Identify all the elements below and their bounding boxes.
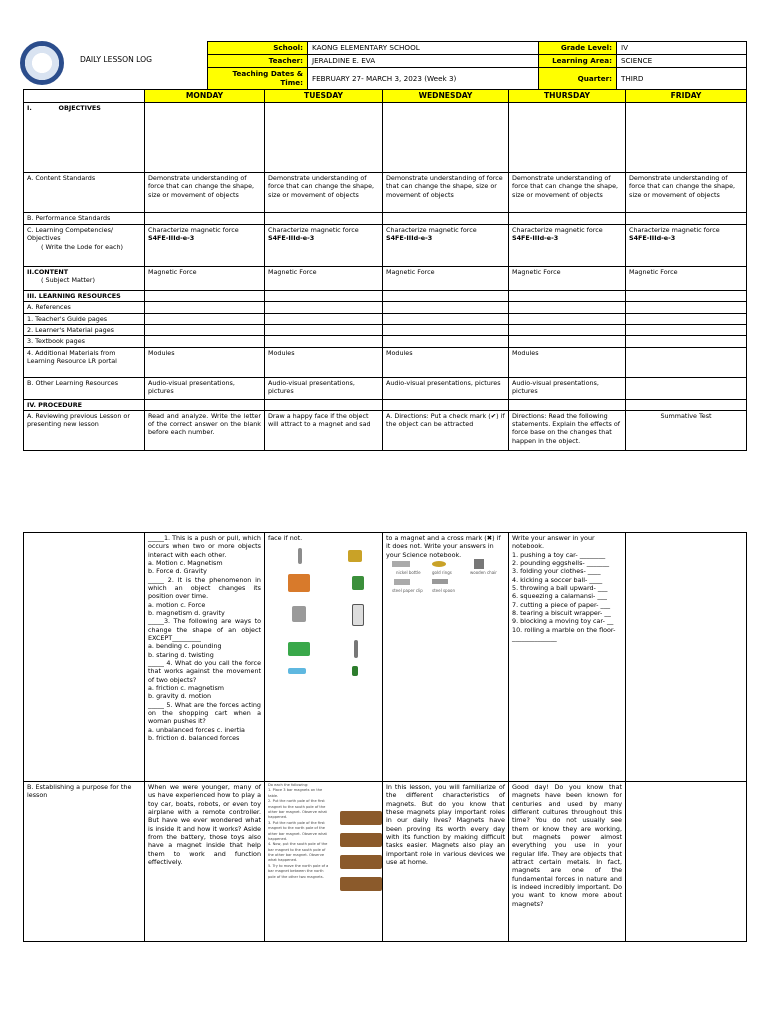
dates-label: Teaching Dates & Time: <box>208 68 308 90</box>
nail-icon <box>298 548 302 564</box>
content-row <box>24 266 747 290</box>
blank-cell <box>24 90 145 103</box>
ring-icon <box>432 561 446 567</box>
competencies-row <box>24 224 747 266</box>
school-label: School: <box>208 42 308 55</box>
performance-standards-row <box>24 212 747 224</box>
review-cont-thu: Write your answer in your notebook. 1. pushing a toy car- ________ 2. pounding eggshells- _______ 3. folding your clothes- ____ 4. kicking a soccer ball- ____ 5. throwing a ball upward- ___ 6. squeezing a calamansi- ___ 7. cutting a piece of paper- ___ 8. tearing a biscuit wrapper- __ 9. blocking a moving toy car- __ 10. rolling a marble on the floor- ______________ <box>509 533 626 782</box>
resources-label: III. LEARNING RESOURCES <box>24 290 145 301</box>
am-wed: Modules <box>383 347 509 377</box>
area-value: SCIENCE <box>617 55 747 68</box>
spoon-icon <box>432 579 448 584</box>
cs-fri: Demonstrate understanding of force that can change the shape, size or movement of objects <box>626 172 747 212</box>
purpose-tue <box>265 782 383 942</box>
comp-wed: Characterize magnetic force S4FE-IIId-e-3 <box>383 224 509 266</box>
other-mon: Audio-visual presentations, pictures <box>145 377 265 399</box>
am-thu: Modules <box>509 347 626 377</box>
comp-thu: Characterize magnetic force S4FE-IIId-e-3 <box>509 224 626 266</box>
subj-wed: Magnetic Force <box>383 266 509 290</box>
am-label: 4. Additional Materials from Learning Resource LR portal <box>24 347 145 377</box>
subj-mon: Magnetic Force <box>145 266 265 290</box>
log-title: DAILY LESSON LOG <box>80 55 152 64</box>
review-label: A. Reviewing previous Lesson or presenting new lesson <box>24 410 145 450</box>
nickel-icon <box>392 561 410 567</box>
references-row <box>24 302 747 313</box>
am-mon: Modules <box>145 347 265 377</box>
lm-row <box>24 324 747 335</box>
day-header-row <box>24 90 747 103</box>
dates-value: FEBRUARY 27- MARCH 3, 2023 (Week 3) <box>308 68 539 90</box>
objectives-text: OBJECTIVES <box>58 103 101 112</box>
table-magnet-image <box>340 855 382 869</box>
day-friday: FRIDAY <box>626 90 747 103</box>
purpose-label: B. Establishing a purpose for the lesson <box>24 782 145 942</box>
review-mon: Read and analyze. Write the letter of the correct answer on the blank before each number. <box>145 410 265 450</box>
day-monday: MONDAY <box>145 90 265 103</box>
area-label: Learning Area: <box>539 55 617 68</box>
additional-materials-row <box>24 347 747 377</box>
day-thursday: THURSDAY <box>509 90 626 103</box>
review-thu: Directions: Read the following statements. Explain the effects of force base on the changes that happen in the object. <box>509 410 626 450</box>
teacher-label: Teacher: <box>208 55 308 68</box>
tb-label: 3. Textbook pages <box>24 336 145 347</box>
review-fri: Summative Test <box>626 410 747 450</box>
table-magnet-image <box>340 877 382 891</box>
objectives-num: I. <box>27 103 32 112</box>
quarter-value: THIRD <box>617 68 747 90</box>
object-pictures <box>268 542 379 692</box>
other-label: B. Other Learning Resources <box>24 377 145 399</box>
subj-fri: Magnetic Force <box>626 266 747 290</box>
references-label: A. References <box>24 302 145 313</box>
cs-mon: Demonstrate understanding of force that can change the shape, size or movement of objects <box>145 172 265 212</box>
objectives-row <box>24 102 747 172</box>
eraser-icon <box>292 606 306 622</box>
lm-label: 2. Learner's Material pages <box>24 324 145 335</box>
cs-wed: Demonstrate understanding of force that can change the shape, size or movement of objects <box>383 172 509 212</box>
review-cont-row <box>24 533 747 782</box>
day-tuesday: TUESDAY <box>265 90 383 103</box>
purpose-wed: In this lesson, you will familiarize of the different characteristics of magnets. But do you know that these magnets play important roles in our daily lives? Magnets have been proving its worth every day with its function by making difficult tasks easier. Magnets also play an important role in various devices we use at home. <box>383 782 509 942</box>
teacher-value: JERALDINE E. EVA <box>308 55 539 68</box>
review-cont-wed: to a magnet and a cross mark (✖) if it does not. Write your answers in your Science notebook. nickel bottle gold rings wooden chair steel paper clip steel spoon <box>383 533 509 782</box>
comp-fri: Characterize magnetic force S4FE-IIId-e-3 <box>626 224 747 266</box>
bottle-icon <box>352 604 364 626</box>
other-wed: Audio-visual presentations, pictures <box>383 377 509 399</box>
review-cont-tue: face if not. <box>265 533 383 782</box>
grade-label: Grade Level: <box>539 42 617 55</box>
tb-row <box>24 336 747 347</box>
pencil-icon <box>288 668 306 674</box>
table-magnet-image <box>340 833 382 847</box>
chair-icon <box>474 559 484 569</box>
review-tue: Draw a happy face if the object will attract to a magnet and sad <box>265 410 383 450</box>
plant-icon <box>352 576 364 590</box>
tack-icon <box>352 666 358 676</box>
other-thu: Audio-visual presentations, pictures <box>509 377 626 399</box>
competencies-label: C. Learning Competencies/ Objectives ( Write the Lode for each) <box>24 224 145 266</box>
header-table <box>207 41 747 90</box>
key-icon <box>354 640 358 658</box>
content-label: II.CONTENT ( Subject Matter) <box>24 266 145 290</box>
day-wednesday: WEDNESDAY <box>383 90 509 103</box>
content-standards-label: A. Content Standards <box>24 172 145 212</box>
lesson-table-continued <box>23 532 747 942</box>
perf-label: B. Performance Standards <box>24 212 145 224</box>
review-row <box>24 410 747 450</box>
comp-tue: Characterize magnetic force S4FE-IIId-e-3 <box>265 224 383 266</box>
cs-thu: Demonstrate understanding of force that can change the shape, size or movement of objects <box>509 172 626 212</box>
cs-tue: Demonstrate understanding of force that can change the shape, size or movement of objects <box>265 172 383 212</box>
purpose-mon: When we were younger, many of us have experienced how to play a toy car, boats, robots, or even toy airplane with a remote controller. But have we ever wondered what is inside it and how it works? Aside from the battery, those toys also have a magnet inside that help them to work and function effectively. <box>145 782 265 942</box>
purpose-row <box>24 782 747 942</box>
lesson-table <box>23 89 747 451</box>
am-tue: Modules <box>265 347 383 377</box>
objectives-label <box>24 102 145 172</box>
coins-icon <box>348 550 362 562</box>
procedure-row <box>24 399 747 410</box>
clip-icon <box>394 579 410 585</box>
other-tue: Audio-visual presentations, pictures <box>265 377 383 399</box>
scissors-icon <box>288 574 310 592</box>
subj-tue: Magnetic Force <box>265 266 383 290</box>
tg-row <box>24 313 747 324</box>
school-value: KAONG ELEMENTARY SCHOOL <box>308 42 539 55</box>
table-magnet-image <box>340 811 382 825</box>
content-standards-row <box>24 172 747 212</box>
leaves-icon <box>288 642 310 656</box>
quarter-label: Quarter: <box>539 68 617 90</box>
review-wed: A. Directions: Put a check mark (✔) if the object can be attracted <box>383 410 509 450</box>
procedure-label: IV. PROCEDURE <box>24 399 145 410</box>
purpose-thu: Good day! Do you know that magnets have been known for centuries and used by many different cultures throughout this time? You do not usually see them or know they are working, but magnets power almost everything you use in your regular life. They are objects that attract certain metals. In fact, magnets are one of the fundamental forces in nature and is indeed incredibly important. Do you want to know more about magnets? <box>509 782 626 942</box>
tg-label: 1. Teacher's Guide pages <box>24 313 145 324</box>
subj-thu: Magnetic Force <box>509 266 626 290</box>
comp-mon: Characterize magnetic force S4FE-IIId-e-3 <box>145 224 265 266</box>
other-resources-row <box>24 377 747 399</box>
magnet-activity-steps: Do each the following: 1. Place 3 bar magnets on the table. 2. Put the north pole of the first magnet to the south pole of the other bar magnet. Observe what happened. 3. Put the north pole of the first magnet to the north pole of the other bar magnet. Observe what happened. 4. Now, put the south pole of the bar magnet to the south pole of the other bar magnet. Observe what happened. 5. Try to move the north pole of a bar magnet between the north pole of the other two magnets. <box>268 783 329 879</box>
deped-seal <box>20 41 64 85</box>
grade-value: IV <box>617 42 747 55</box>
resources-row <box>24 290 747 301</box>
wed-items: nickel bottle gold rings wooden chair steel paper clip steel spoon <box>386 559 505 609</box>
review-cont-mon: _____1. This is a push or pull, which occurs when two or more objects interact with each other. a. Motion c. Magnetism b. Force d. Gravity _____ 2. It is the phenomenon in which an object changes its position over time. a. motion c. Force b. magnetism d. gravity _____3. The following are ways to change the shape of an object EXCEPT_________ a. bending c. pounding b. staring d. twisting _____ 4. What do you call the force that works against the movement of two objects? a. friction c. magnetism b. gravity d. motion _____ 5. What are the forces acting on the shopping cart when a woman pushes it? a. unbalanced forces c. inertia b. friction d. balanced forces <box>145 533 265 782</box>
